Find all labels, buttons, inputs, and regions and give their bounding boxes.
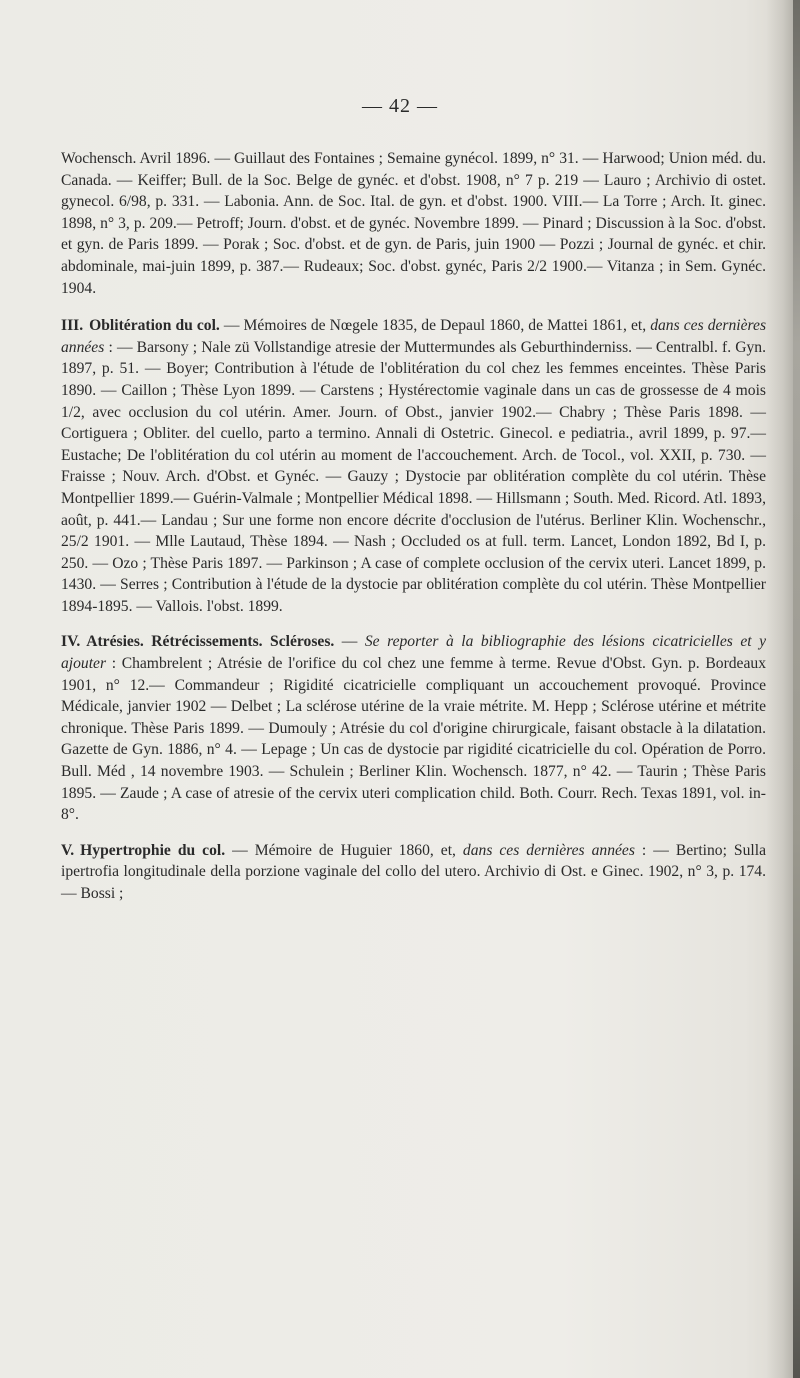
section-iii-obliteration — [61, 315, 766, 617]
reference-text: — Mémoires de Nœgele 1835, de Depaul 1860, de Mattei 1861, et, — [219, 317, 651, 335]
section-heading: Atrésies. Rétrécissements. Scléroses. — [86, 633, 335, 651]
italic-phrase: Se reporter à la bibliographie des lésions cicatricielles et y ajouter — [61, 633, 767, 673]
page-edge — [793, 0, 800, 1378]
italic-phrase: dans ces dernières années — [462, 841, 635, 859]
reference-text: : Chambrelent ; Atrésie de l'orifice du col chez une femme à terme. Revue d'Obst. Gyn. p. Bordeaux 1901, n° 12.— Commandeur ; Rigidité cicatricielle compliquant un accouchement provoqué. Province Médicale, janvier 1902 — Delbet ; La sclérose utérine de la vraie métrite. M. Hepp ; Sclérose utérine et métrite chronique. Thèse Paris 1899. — Dumouly ; Atrésie du col d'origine chirurgicale, faisant obstacle à la dilatation. Gazette de Gyn. 1886, n° 4. — Lepage ; Un cas de dystocie par rigidité cicatricielle du col. Opération de Porro. Bull. Méd , 14 novembre 1903. — Schulein ; Berliner Klin. Wochensch. 1877, n° 42. — Taurin ; Thèse Paris 1895. — Zaude ; A case of atresie of the cervix uteri complication child. Both. Courr. Rech. Texas 1891, vol. in-8°. — [61, 655, 766, 824]
reference-text: : — Bertino; Sulla ipertrofia longitudinale della porzione vaginale del collo del utero. Archivio di Ost. e Ginec. 1902, n° 3, p. 174. — Bossi ; — [61, 841, 766, 902]
page-number: — 42 — — [362, 95, 438, 117]
section-number: III. — [61, 317, 84, 335]
reference-text: — Mémoire de Huguier 1860, et, — [225, 841, 463, 859]
reference-text: : — Barsony ; Nale zü Vollstandige atresie der Muttermundes als Geburthinderniss. — Centralbl. f. Gyn. 1897, p. 51. — Boyer; Contribution à l'étude de l'oblitération du col chez les femmes enceintes. Thèse Paris 1890. — Caillon ; Thèse Lyon 1899. — Carstens ; Hystérectomie vaginale dans un cas de grossesse de 4 mois 1/2, avec occlusion du col utérin. Amer. Journ. of Obst., janvier 1902.— Chabry ; Thèse Paris 1898. — Cortiguera ; Obliter. del cuello, parto a termino. Annali di Ostetric. Ginecol. e pediatria., avril 1899, p. 97.— Eustache; De l'oblitération du col utérin au moment de l'accouchement. Arch. de Tocol., vol. XXII, p. 730. — Fraisse ; Nouv. Arch. d'Obst. et Gynéc. — Gauzy ; Dystocie par oblitération complète du col utérin. Thèse Montpellier 1899.— Guérin-Valmale ; Montpellier Médical 1898. — Hillsmann ; South. Med. Ricord. Atl. 1893, août, p. 441.— Landau ; Sur une forme non encore décrite d'occlusion de l'utérus. Berliner Klin. Wochenschr., 25/2 1901. — Mlle Lautaud, Thèse 1894. — Nash ; Occluded os at full. term. Lancet, London 1892, Bd I, p. 250. — Ozo ; Thèse Paris 1897. — Parkinson ; A case of complete occlusion of the cervix uteri. Lancet 1899, p. 1430. — Serres ; Contribution à l'étude de la dystocie par oblitération complète du col utérin. Thèse Montpellier 1894-1895. — Vallois. l'obst. 1899. — [61, 338, 766, 615]
reference-text: Wochensch. Avril 1896. — Guillaut des Fontaines ; Semaine gynécol. 1899, n° 31. — Harwood; Union méd. du. Canada. — Keiffer; Bull. de la Soc. Belge de gynéc. et d'obst. 1908, n° 7 p. 219 — Lauro ; Archivio di ostet. gynecol. 6/98, p. 331. — Labonia. Ann. de Soc. Ital. de gyn. et d'obst. 1900. VIII.— La Torre ; Arch. It. ginec. 1898, n° 3, p. 209.— Petroff; Journ. d'obst. et de gynéc. Novembre 1899. — Pinard ; Discussion à la Soc. d'obst. et gyn. de Paris 1899. — Porak ; Soc. d'obst. et de gyn. de Paris, juin 1900 — Pozzi ; Journal de gynéc. et chir. abdominale, mai-juin 1899, p. 387.— Rudeaux; Soc. d'obst. gynéc, Paris 2/2 1900.— Vitanza ; in Sem. Gynéc. 1904. — [61, 150, 766, 297]
reference-text: — — [334, 633, 365, 651]
section-number: V. — [61, 841, 75, 859]
section-number: IV. — [61, 633, 81, 651]
paragraph-continuation — [61, 148, 766, 299]
section-iv-atresies — [61, 631, 766, 825]
section-heading: Hypertrophie du col. — [80, 841, 226, 859]
italic-phrase: dans ces dernières années — [61, 317, 767, 356]
section-v-hypertrophie — [61, 840, 766, 905]
bibliography-text — [61, 148, 766, 919]
section-heading: Oblitération du col. — [89, 317, 220, 335]
